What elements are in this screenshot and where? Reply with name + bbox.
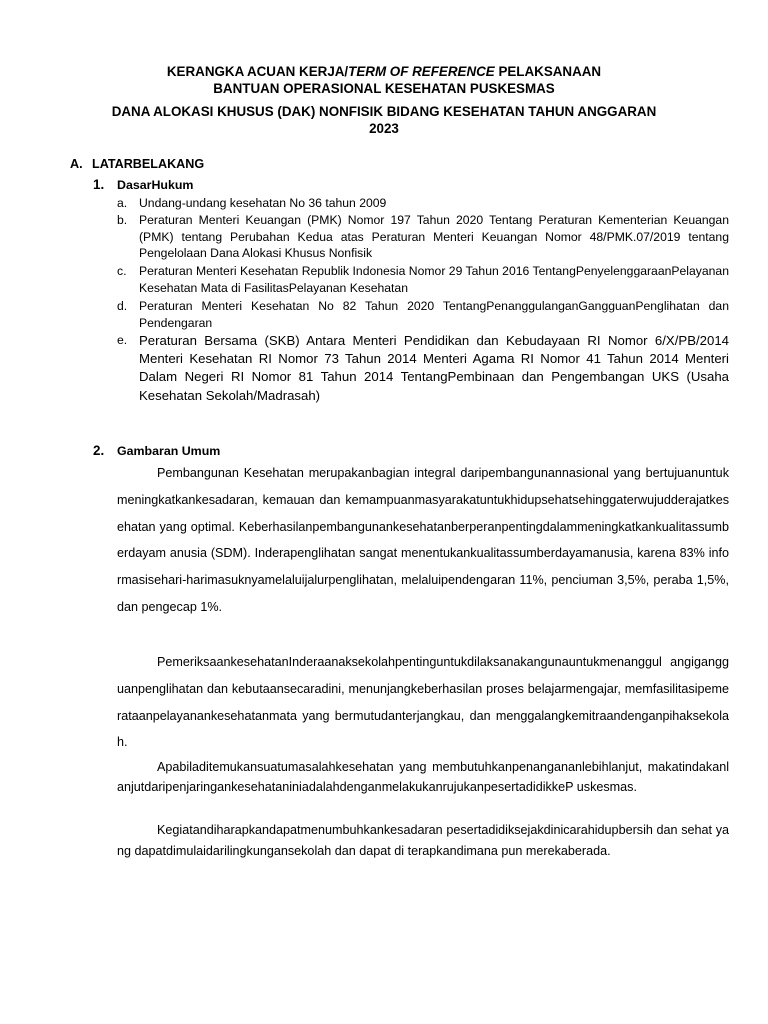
subsection-heading-2 (93, 443, 220, 458)
subsection-title: DasarHukum (117, 178, 194, 192)
list-item (117, 298, 729, 331)
section-label: A. (70, 157, 83, 171)
list-text: Peraturan Bersama (SKB) Antara Menteri Pendidikan dan Kebudayaan RI Nomor 6/X/PB/2014 Menteri Kesehatan RI Nomor 73 Tahun 2014 Menteri Agama RI Nomor 41 Tahun 2014 Menteri Dalam Negeri RI Nomor 81 Tahun 2014 TentangPembinaan dan Pengembangan UKS (Usaha Kesehatan Sekolah/Madrasah) (139, 333, 729, 403)
list-text: Undang-undang kesehatan No 36 tahun 2009 (139, 196, 387, 210)
list-item (117, 332, 729, 405)
paragraph: PemeriksaankesehatanInderaanaksekolahpentinguntukdilaksanakangunauntukmenanggul angigangguanpenglihatan dan kebutaansecaradini, menunjangkeberhasilan proses belajarmengajar, memfasilitasipemerataanpelayanankesehatanmata yang bermutudanterjangkau, dan menggalangkemitraandenganpihaksekolah. (117, 655, 729, 750)
paragraph: Kegiatandiharapkandapatmenumbuhkankesadaran pesertadidiksejakdinicarahidupbersih dan sehat yang dapatdimulaidarilingkungansekolah dan dapat di terapkandimana pun merekaberada. (117, 823, 729, 858)
subsection-title: Gambaran Umum (117, 444, 221, 458)
title-line-2: BANTUAN OPERASIONAL KESEHATAN PUSKESMAS (213, 81, 555, 96)
document-title (40, 63, 728, 97)
paragraph: Apabiladitemukansuatumasalahkesehatan yang membutuhkanpenangananlebihlanjut, makatindakanlanjutdaripenjaringankesehataniniadalahdenganmelakukanrujukanpesertadidikkeP uskesmas. (117, 760, 729, 794)
list-item (117, 195, 729, 212)
subtitle-line-2: 2023 (369, 121, 399, 136)
list-text: Peraturan Menteri Keuangan (PMK) Nomor 197 Tahun 2020 Tentang Peraturan Kementerian Keuangan (PMK) tentang Perubahan Kedua atas Peraturan Menteri Keuangan Nomor 48/PMK.07/2019 tentang Pengelolaan Dana Alokasi Khusus Nonfisik (139, 213, 729, 261)
list-letter: c. (117, 264, 127, 278)
list-letter: d. (117, 299, 128, 313)
section-heading-a (70, 157, 204, 171)
list-item (117, 212, 729, 262)
list-letter: a. (117, 196, 128, 210)
list-text: Peraturan Menteri Kesehatan No 82 Tahun 2020 TentangPenanggulanganGangguanPenglihatan dan Pendengaran (139, 299, 729, 330)
title-line-1: KERANGKA ACUAN KERJA/TERM OF REFERENCE PELAKSANAAN (166, 64, 602, 79)
subtitle-line-1: DANA ALOKASI KHUSUS (DAK) NONFISIK BIDANG KESEHATAN TAHUN ANGGARAN (111, 104, 657, 119)
list-letter: b. (117, 213, 128, 227)
list-item (117, 263, 729, 296)
list-letter: e. (117, 333, 128, 347)
subsection-number: 2. (93, 443, 105, 458)
subsection-number: 1. (93, 177, 105, 192)
list-text: Peraturan Menteri Kesehatan Republik Indonesia Nomor 29 Tahun 2016 TentangPenyelenggaraanPelayanan Kesehatan Mata di FasilitasPelayanan Kesehatan (139, 264, 729, 295)
section-title: LATARBELAKANG (92, 157, 205, 171)
title-italic-term: TERM OF REFERENCE (348, 64, 495, 79)
document-subtitle (40, 103, 728, 137)
paragraph: Pembangunan Kesehatan merupakanbagian integral daripembangunannasional yang bertujuanuntukmeningkatkankesadaran, kemauan dan kemampuanmasyarakatuntukhidupsehatsehinggaterwujudderajatkesehatan yang optimal. Keberhasilanpembangunankesehatanberperanpentingdalammeningkatkankualitassumberdayam anusia (SDM). Inderapenglihatan sangat menentukankualitassumberdayamanusia, karena 83% informasisehari-harimasuknyamelaluijalurpenglihatan, melaluipendengaran 11%, penciuman 3,5%, peraba 1,5%, dan pengecap 1%. (117, 466, 729, 614)
subsection-heading-1 (93, 177, 193, 192)
